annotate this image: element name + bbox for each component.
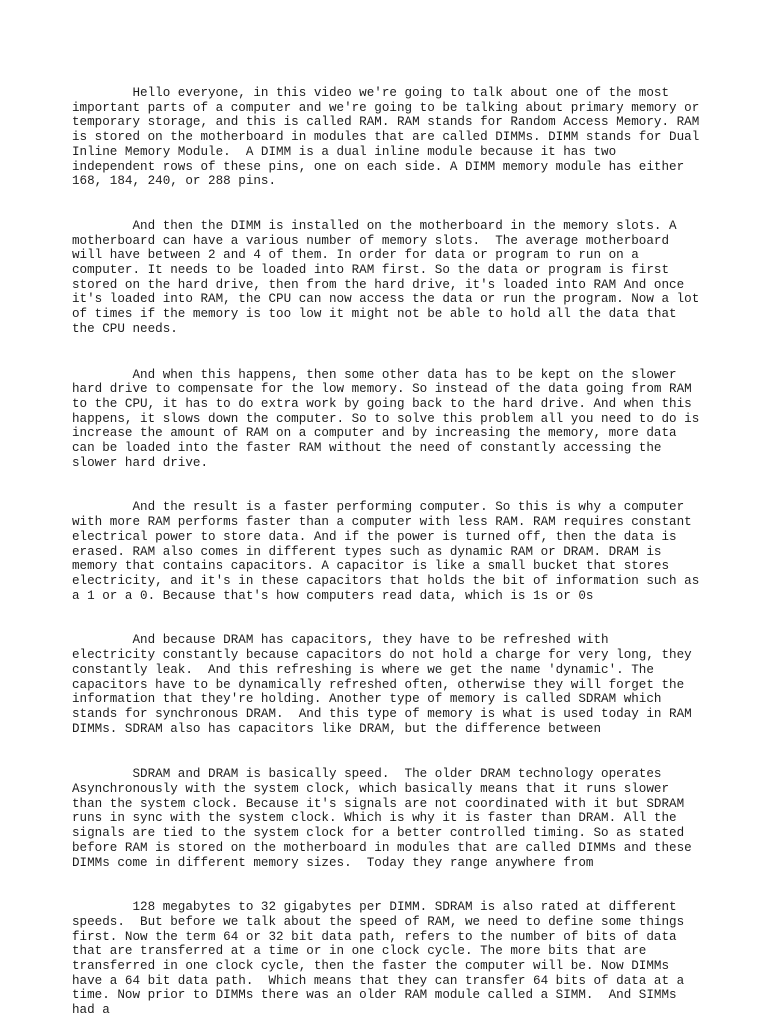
text-line: it's loaded into RAM, the CPU can now access the data or run the program. Now a lot	[72, 292, 700, 307]
paragraph-6	[72, 767, 702, 870]
text-line: happens, it slows down the computer. So to solve this problem all you need to do is	[72, 411, 700, 426]
paragraph-4	[72, 500, 702, 603]
text-line: had a	[72, 1003, 110, 1018]
paragraph-5	[72, 633, 702, 736]
text-line: motherboard can have a various number of memory slots. The average motherboard	[72, 233, 670, 248]
text-line: SDRAM and DRAM is basically speed. The older DRAM technology operates	[72, 767, 662, 782]
text-line: before RAM is stored on the motherboard in modules that are called DIMMs and these	[72, 840, 692, 855]
text-line: is stored on the motherboard in modules that are called DIMMs. DIMM stands for Dual	[72, 130, 700, 145]
text-line: increase the amount of RAM on a computer and by increasing the memory, more data	[72, 426, 677, 441]
text-line: than the system clock. Because it's signals are not coordinated with it but SDRAM	[72, 796, 685, 811]
text-line: capacitors have to be dynamically refreshed often, otherwise they will forget the	[72, 677, 685, 692]
text-line: DIMMs come in different memory sizes. Today they range anywhere from	[72, 855, 594, 870]
text-line: of times if the memory is too low it might not be able to hold all the data that	[72, 307, 677, 322]
text-line: that are transferred at a time or in one clock cycle. The more bits that are	[72, 944, 647, 959]
text-line: signals are tied to the system clock for a better controlled timing. So as stated	[72, 826, 685, 841]
document-page	[72, 86, 702, 1018]
text-line: the CPU needs.	[72, 321, 178, 336]
text-line: And when this happens, then some other data has to be kept on the slower	[72, 367, 677, 382]
text-line: electrical power to store data. And if the power is turned off, then the data is	[72, 529, 677, 544]
text-line: important parts of a computer and we're going to be talking about primary memory or	[72, 100, 700, 115]
text-line: first. Now the term 64 or 32 bit data path, refers to the number of bits of data	[72, 929, 677, 944]
text-line: And because DRAM has capacitors, they have to be refreshed with	[72, 633, 609, 648]
text-line: speeds. But before we talk about the speed of RAM, we need to define some things	[72, 914, 685, 929]
text-line: 128 megabytes to 32 gigabytes per DIMM. SDRAM is also rated at different	[72, 900, 677, 915]
text-line: DIMMs. SDRAM also has capacitors like DRAM, but the difference between	[72, 721, 602, 736]
text-line: stored on the hard drive, then from the hard drive, it's loaded into RAM And once	[72, 277, 685, 292]
paragraph-7	[72, 900, 702, 1018]
paragraph-1	[72, 86, 702, 189]
text-line: Hello everyone, in this video we're going to talk about one of the most	[72, 86, 670, 100]
text-line: independent rows of these pins, one on each side. A DIMM memory module has either	[72, 159, 685, 174]
text-line: can be loaded into the faster RAM without the need of constantly accessing the	[72, 441, 662, 456]
text-line: stands for synchronous DRAM. And this type of memory is what is used today in RAM	[72, 706, 692, 721]
text-line: slower hard drive.	[72, 455, 209, 470]
text-line: with more RAM performs faster than a computer with less RAM. RAM requires constant	[72, 515, 692, 530]
text-line: electricity constantly because capacitors do not hold a charge for very long, they	[72, 648, 692, 663]
paragraph-2	[72, 219, 702, 337]
text-line: erased. RAM also comes in different types such as dynamic RAM or DRAM. DRAM is	[72, 544, 662, 559]
text-line: runs in sync with the system clock. Which is why it is faster than DRAM. All the	[72, 811, 677, 826]
text-line: transferred in one clock cycle, then the faster the computer will be. Now DIMMs	[72, 959, 670, 974]
text-line: electricity, and it's in these capacitors that holds the bit of information such as	[72, 573, 700, 588]
text-line: temporary storage, and this is called RAM. RAM stands for Random Access Memory. RAM	[72, 115, 700, 130]
text-line: a 1 or a 0. Because that's how computers read data, which is 1s or 0s	[72, 588, 594, 603]
text-line: memory that contains capacitors. A capacitor is like a small bucket that stores	[72, 559, 670, 574]
text-line: 168, 184, 240, or 288 pins.	[72, 174, 277, 189]
text-line: constantly leak. And this refreshing is where we get the name 'dynamic'. The	[72, 662, 654, 677]
text-line: hard drive to compensate for the low memory. So instead of the data going from RAM	[72, 382, 692, 397]
text-line: to the CPU, it has to do extra work by going back to the hard drive. And when this	[72, 396, 692, 411]
text-line: And the result is a faster performing computer. So this is why a computer	[72, 500, 685, 515]
text-line: have a 64 bit data path. Which means that they can transfer 64 bits of data at a	[72, 973, 685, 988]
text-line: will have between 2 and 4 of them. In order for data or program to run on a	[72, 248, 639, 263]
paragraph-3	[72, 368, 702, 471]
text-line: information that they're holding. Another type of memory is called SDRAM which	[72, 692, 662, 707]
text-line: time. Now prior to DIMMs there was an older RAM module called a SIMM. And SIMMs	[72, 988, 677, 1003]
text-line: And then the DIMM is installed on the motherboard in the memory slots. A	[72, 218, 677, 233]
text-line: Asynchronously with the system clock, which basically means that it runs slower	[72, 782, 670, 797]
text-line: Inline Memory Module. A DIMM is a dual inline module because it has two	[72, 144, 617, 159]
text-line: computer. It needs to be loaded into RAM first. So the data or program is first	[72, 263, 670, 278]
